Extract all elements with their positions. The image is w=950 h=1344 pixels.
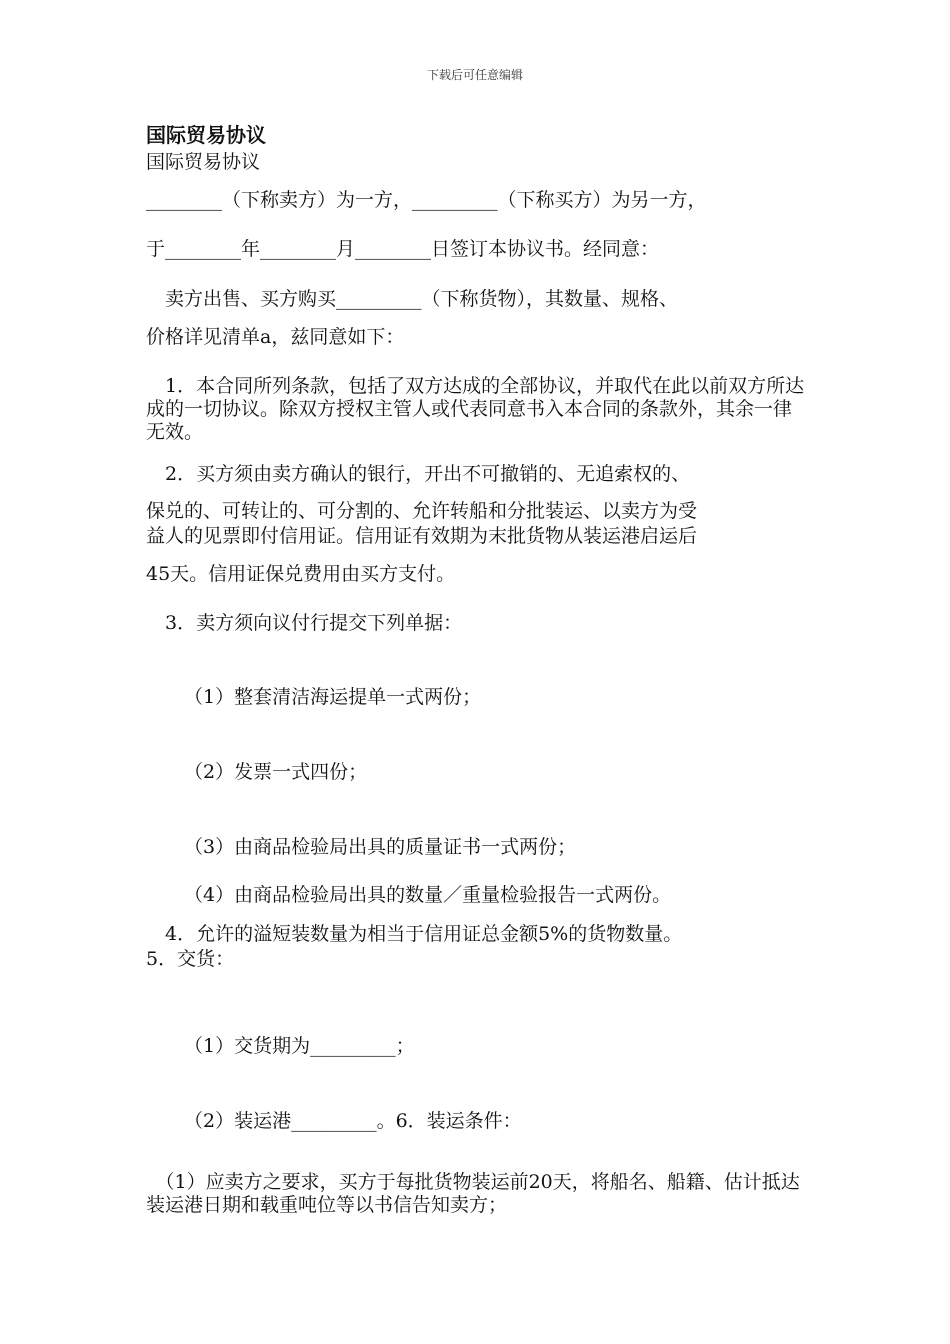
- clause-2-line-2: 保兑的、可转让的、可分割的、允许转船和分批装运、以卖方为受: [146, 500, 698, 522]
- intro-line-1: ________（下称卖方）为一方，_________（下称买方）为另一方，: [146, 189, 707, 211]
- clause-4: 4．允许的溢短装数量为相当于信用证总金额5%的货物数量。: [146, 923, 683, 945]
- goods-line-2: 价格详见清单a，兹同意如下：: [146, 326, 405, 348]
- delivery-item-2: （2）装运港_________。6．装运条件：: [184, 1110, 522, 1132]
- intro-line-2: 于________年________月________日签订本协议书。经同意：: [146, 238, 660, 260]
- clause-3: 3．卖方须向议付行提交下列单据：: [146, 612, 463, 634]
- document-item-3: （3）由商品检验局出具的质量证书一式两份；: [184, 836, 577, 858]
- clause-5: 5．交货：: [146, 948, 235, 970]
- document-item-2: （2）发票一式四份；: [184, 761, 368, 783]
- document-item-1: （1）整套清洁海运提单一式两份；: [184, 686, 482, 708]
- document-item-4: （4）由商品检验局出具的数量／重量检验报告一式两份。: [184, 884, 672, 906]
- document-subtitle: 国际贸易协议: [146, 151, 261, 173]
- document-title: 国际贸易协议: [146, 123, 266, 147]
- clause-1: 1．本合同所列条款，包括了双方达成的全部协议，并取代在此以前双方所达成的一切协议。除双方授权主管人或代表同意书入本合同的条款外，其余一律无效。: [146, 375, 805, 443]
- delivery-item-1: （1）交货期为_________；: [184, 1035, 415, 1057]
- clause-2-line-3: 益人的见票即付信用证。信用证有效期为末批货物从装运港启运后: [146, 525, 698, 547]
- goods-line-1: 卖方出售、买方购买_________（下称货物），其数量、规格、: [146, 288, 679, 310]
- clause-2-line-4: 45天。信用证保兑费用由买方支付。: [146, 563, 456, 585]
- shipping-condition-1: （1）应卖方之要求，买方于每批货物装运前20天，将船名、船籍、估计抵达装运港日期和载重吨位等以书信告知卖方；: [146, 1171, 800, 1216]
- clause-2-line-1: 2．买方须由卖方确认的银行，开出不可撤销的、无追索权的、: [146, 463, 691, 485]
- header-note: 下载后可任意编辑: [426, 68, 523, 82]
